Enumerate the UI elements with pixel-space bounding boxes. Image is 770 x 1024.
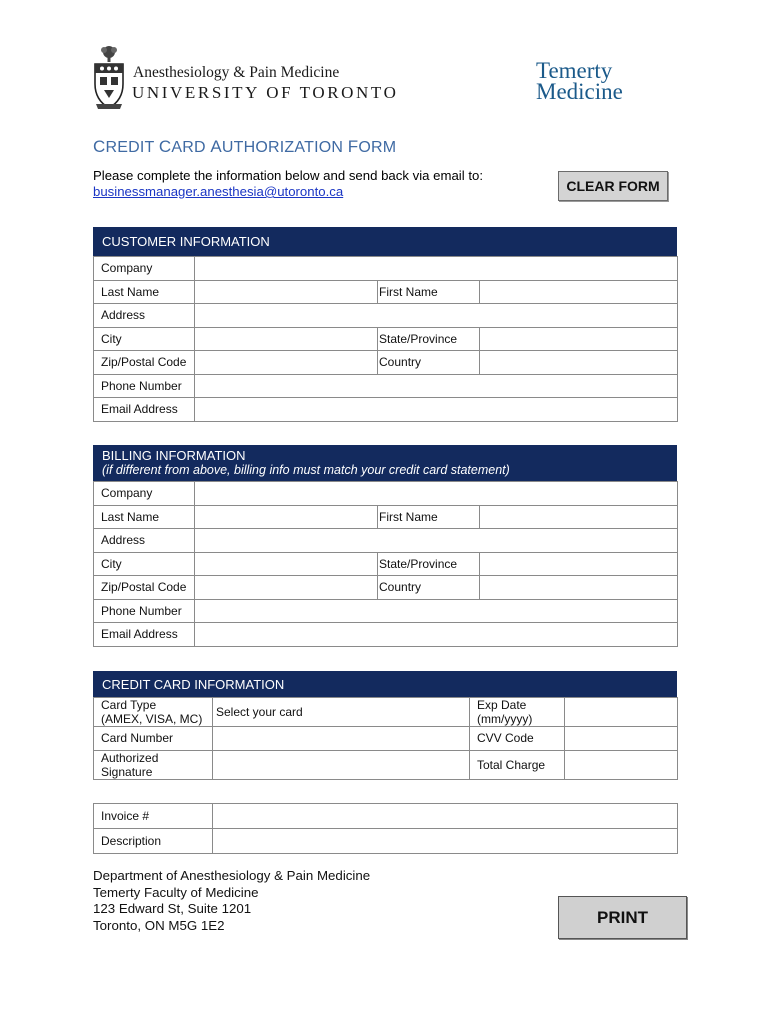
country-label: Country <box>378 576 480 600</box>
customer-first-name-field[interactable] <box>480 280 678 304</box>
billing-email-field[interactable] <box>195 623 678 647</box>
table-row <box>94 482 678 506</box>
total-charge-label: Total Charge <box>470 750 565 779</box>
customer-zip-field[interactable] <box>195 351 378 375</box>
table-row <box>94 750 678 779</box>
customer-section <box>93 227 677 422</box>
total-charge-field[interactable] <box>565 750 678 779</box>
table-row <box>94 727 678 751</box>
table-row <box>94 599 678 623</box>
country-label: Country <box>378 351 480 375</box>
zip-label: Zip/Postal Code <box>94 351 195 375</box>
table-row <box>94 576 678 600</box>
billing-city-field[interactable] <box>195 552 378 576</box>
customer-email-field[interactable] <box>195 398 678 422</box>
department-name: Anesthesiology & Pain Medicine <box>133 64 340 81</box>
signature-field[interactable] <box>213 750 470 779</box>
university-crest-icon <box>92 44 126 112</box>
page-title: CREDIT CARD AUTHORIZATION FORM <box>93 137 397 156</box>
billing-last-name-field[interactable] <box>195 505 378 529</box>
exp-date-field[interactable] <box>565 698 678 727</box>
table-row <box>94 351 678 375</box>
billing-section <box>93 445 677 647</box>
invoice-label: Invoice # <box>94 804 213 829</box>
credit-card-header: CREDIT CARD INFORMATION <box>93 671 677 697</box>
table-row <box>94 505 678 529</box>
invoice-section <box>93 803 677 854</box>
first-name-label: First Name <box>378 280 480 304</box>
temerty-medicine-logo: Temerty Medicine <box>536 58 623 104</box>
email-label: Email Address <box>94 398 195 422</box>
invoice-table <box>93 803 678 854</box>
signature-label: Authorized Signature <box>94 750 213 779</box>
state-label: State/Province <box>378 327 480 351</box>
last-name-label: Last Name <box>94 505 195 529</box>
billing-company-field[interactable] <box>195 482 678 506</box>
billing-country-field[interactable] <box>480 576 678 600</box>
table-row <box>94 529 678 553</box>
billing-table <box>93 481 678 647</box>
city-label: City <box>94 327 195 351</box>
zip-label: Zip/Postal Code <box>94 576 195 600</box>
credit-card-table <box>93 697 678 780</box>
card-type-select[interactable]: Select your card <box>213 698 470 727</box>
last-name-label: Last Name <box>94 280 195 304</box>
billing-zip-field[interactable] <box>195 576 378 600</box>
state-label: State/Province <box>378 552 480 576</box>
description-label: Description <box>94 829 213 854</box>
table-row <box>94 829 678 854</box>
city-label: City <box>94 552 195 576</box>
phone-label: Phone Number <box>94 374 195 398</box>
table-row <box>94 398 678 422</box>
university-name: UNIVERSITY OF TORONTO <box>132 83 399 102</box>
billing-state-field[interactable] <box>480 552 678 576</box>
billing-phone-field[interactable] <box>195 599 678 623</box>
cvv-label: CVV Code <box>470 727 565 751</box>
address-label: Address <box>94 304 195 328</box>
customer-state-field[interactable] <box>480 327 678 351</box>
email-label: Email Address <box>94 623 195 647</box>
company-label: Company <box>94 257 195 281</box>
card-number-label: Card Number <box>94 727 213 751</box>
billing-first-name-field[interactable] <box>480 505 678 529</box>
card-number-field[interactable] <box>213 727 470 751</box>
table-row <box>94 280 678 304</box>
customer-address-field[interactable] <box>195 304 678 328</box>
description-field[interactable] <box>213 829 678 854</box>
table-row <box>94 804 678 829</box>
address-label: Address <box>94 529 195 553</box>
cvv-field[interactable] <box>565 727 678 751</box>
company-label: Company <box>94 482 195 506</box>
table-row <box>94 623 678 647</box>
customer-header: CUSTOMER INFORMATION <box>93 227 677 256</box>
table-row <box>94 374 678 398</box>
phone-label: Phone Number <box>94 599 195 623</box>
customer-table <box>93 256 678 422</box>
customer-company-field[interactable] <box>195 257 678 281</box>
credit-card-section <box>93 671 677 780</box>
table-row <box>94 304 678 328</box>
exp-date-label: Exp Date (mm/yyyy) <box>470 698 565 727</box>
customer-country-field[interactable] <box>480 351 678 375</box>
table-row <box>94 698 678 727</box>
instructions-text: Please complete the information below and send back via email to: <box>93 168 483 183</box>
table-row <box>94 327 678 351</box>
table-row <box>94 257 678 281</box>
customer-city-field[interactable] <box>195 327 378 351</box>
email-link[interactable]: businessmanager.anesthesia@utoronto.ca <box>93 184 344 199</box>
billing-header: BILLING INFORMATION (if different from above, billing info must match your credit card statement) <box>93 445 677 481</box>
card-type-label: Card Type (AMEX, VISA, MC) <box>94 698 213 727</box>
billing-address-field[interactable] <box>195 529 678 553</box>
clear-form-button[interactable]: CLEAR FORM <box>558 171 668 201</box>
table-row <box>94 552 678 576</box>
invoice-field[interactable] <box>213 804 678 829</box>
print-button[interactable]: PRINT <box>558 896 687 939</box>
customer-last-name-field[interactable] <box>195 280 378 304</box>
customer-phone-field[interactable] <box>195 374 678 398</box>
first-name-label: First Name <box>378 505 480 529</box>
mailing-address: Department of Anesthesiology & Pain Medicine Temerty Faculty of Medicine 123 Edward St, Suite 1201 Toronto, ON M5G 1E2 <box>93 868 371 933</box>
